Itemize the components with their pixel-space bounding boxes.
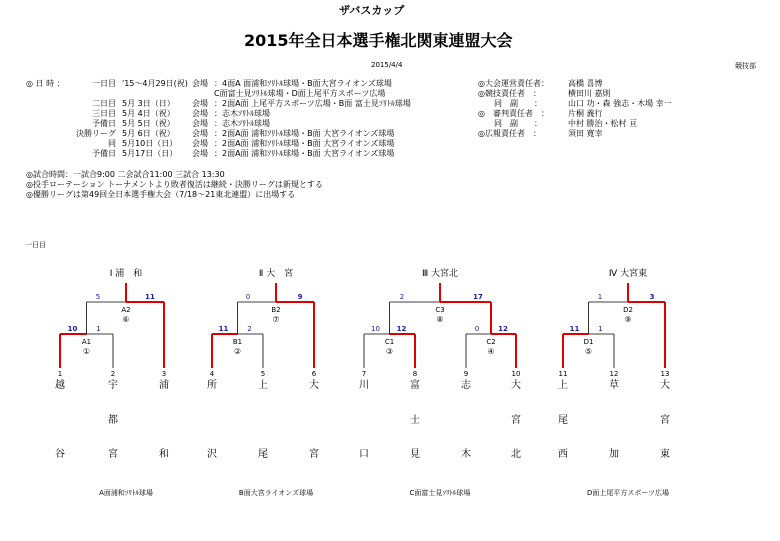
score-left: 11 [569, 325, 580, 333]
schedule-venue-label: 会場 [192, 99, 208, 108]
score-left: 5 [95, 293, 101, 301]
team-number: 12 [609, 370, 619, 378]
game-code: C1 [384, 338, 395, 346]
note-pitcher: ◎投手ローテーション トーナメントより敗者復活は継続・決勝リーグは新規とする [26, 180, 323, 189]
schedule-venue: ：志木ｿﾘﾄﾙ球場 [214, 109, 270, 118]
team-number: 10 [511, 370, 521, 378]
schedule-venue: ：志木ｿﾘﾄﾙ球場 [214, 119, 270, 128]
team-char: 宮 [511, 415, 521, 426]
team-char: 加 [609, 449, 619, 460]
game-number: ④ [487, 347, 495, 356]
official-role: 同 副 ： [478, 119, 542, 128]
venue-label: A面浦和ｿﾘﾄﾙ球場 [99, 489, 153, 497]
game-code: B2 [271, 306, 281, 314]
game-code: A1 [81, 338, 92, 346]
game-code: C3 [435, 306, 445, 314]
team-char: 宇 [108, 380, 118, 391]
schedule-venue: C面富士見ｿﾘﾄﾙ球場・D面上尾平方スポーツ広場 [214, 89, 386, 98]
score-right: 17 [473, 293, 483, 301]
score-right: 11 [145, 293, 155, 301]
score-left: 2 [399, 293, 405, 301]
score-left: 0 [245, 293, 251, 301]
team-number: 11 [558, 370, 568, 378]
schedule-name: 決勝リーグ [76, 129, 116, 138]
doc-date: 2015/4/4 [371, 61, 403, 69]
schedule-venue-label: 会場 [192, 139, 208, 148]
venue-label: B面大宮ライオンズ球場 [238, 489, 314, 497]
game-number: ⑦ [272, 315, 280, 324]
official-name: 須田 寛幸 [568, 129, 603, 138]
schedule-name: 予備日 [92, 119, 116, 128]
game-number: ⑨ [624, 315, 632, 324]
dept-label: 競技部 [735, 62, 756, 70]
team-char: 口 [359, 449, 369, 460]
bracket-title: Ⅲ 大宮北 [421, 269, 459, 279]
team-char: 尾 [258, 449, 268, 460]
team-char: 宮 [660, 415, 670, 426]
score-left: 10 [67, 325, 78, 333]
team-number: 9 [463, 370, 469, 378]
schedule-venue-label: 会場 [192, 79, 208, 88]
schedule-name: 予備日 [92, 149, 116, 158]
team-char: 木 [461, 449, 471, 460]
schedule-name: 二日目 [92, 99, 116, 108]
score-right: 12 [498, 325, 508, 333]
team-char: 和 [159, 449, 169, 460]
bracket-title: Ⅳ 大宮東 [608, 269, 648, 279]
venue-label: C面富士見ｿﾘﾄﾙ球場 [409, 489, 471, 497]
official-name: 中村 勝治・松村 亘 [568, 119, 638, 128]
score-right: 3 [649, 293, 655, 301]
team-number: 7 [361, 370, 367, 378]
note-time: ◎試合時間：一試合9:00 二会試合11:00 三試合 13:30 [26, 170, 225, 179]
team-char: 富 [410, 380, 420, 391]
schedule-date: '15～4月29日(祝) [122, 79, 188, 88]
official-role: ◎大会運営責任者： [478, 79, 549, 88]
team-number: 3 [161, 370, 167, 378]
note-league: ◎優勝リーグは第49回全日本選手権大会（7/18～21東北連盟）に出場する [26, 190, 296, 199]
official-name: 山口 功・森 強志・木場 幸一 [568, 99, 672, 108]
game-code: C2 [486, 338, 496, 346]
team-number: 4 [209, 370, 215, 378]
team-char: 浦 [159, 380, 169, 391]
team-char: 北 [511, 449, 521, 460]
team-char: 草 [609, 380, 619, 391]
team-char: 東 [660, 449, 670, 460]
official-role: 同 副 ： [478, 99, 542, 108]
schedule-venue-label: 会場 [192, 109, 208, 118]
team-char: 沢 [207, 449, 217, 460]
score-right: 1 [96, 325, 101, 333]
schedule-date: 5月 5日（祝） [122, 119, 175, 128]
schedule-venue-label: 会場 [192, 149, 208, 158]
team-number: 5 [260, 370, 266, 378]
score-left: 10 [371, 325, 380, 333]
game-number: ③ [385, 347, 394, 356]
team-number: 6 [311, 370, 317, 378]
schedule-date: 5月 3日（日） [122, 99, 175, 108]
team-char: 大 [309, 380, 319, 391]
team-char: 川 [359, 380, 369, 391]
schedule-venue: ：2面A面 浦和ｿﾘﾄﾙ球場・B面 大宮ライオンズ球場 [214, 139, 395, 148]
game-code: D1 [583, 338, 594, 346]
bracket-title: Ⅰ 浦 和 [109, 269, 143, 279]
page-title: 2015年全日本選手権北関東連盟大会 [244, 31, 513, 50]
schedule-venue: ：2面A面 浦和ｿﾘﾄﾙ球場・B面 大宮ライオンズ球場 [214, 149, 395, 158]
game-number: ⑥ [122, 315, 130, 324]
official-name: 片桐 義行 [568, 109, 603, 118]
team-number: 2 [110, 370, 116, 378]
score-left: 1 [597, 293, 603, 301]
schedule-venue-label: 会場 [192, 119, 208, 128]
team-number: 13 [660, 370, 670, 378]
team-char: 上 [558, 380, 568, 391]
game-code: A2 [121, 306, 131, 314]
game-number: ⑧ [436, 315, 444, 324]
score-right: 2 [247, 325, 252, 333]
score-left: 0 [474, 325, 480, 333]
schedule-date: 5月 6日（祝） [122, 129, 175, 138]
score-right: 12 [396, 325, 407, 333]
team-char: 谷 [55, 449, 65, 460]
schedule-venue-label: 会場 [192, 129, 208, 138]
team-char: 西 [558, 449, 568, 460]
day-label: 一日目 [25, 241, 46, 249]
team-char: 所 [207, 380, 217, 391]
venue-label: D面上尾平方スポーツ広場 [586, 489, 670, 497]
official-role: ◎競技責任者 ： [478, 89, 541, 98]
team-char: 大 [511, 380, 521, 391]
team-number: 1 [57, 370, 63, 378]
game-code: D2 [623, 306, 633, 314]
team-char: 上 [258, 380, 268, 391]
game-number: ① [82, 347, 91, 356]
score-right: 1 [598, 325, 603, 333]
team-char: 宮 [309, 449, 319, 460]
team-char: 士 [410, 415, 420, 426]
game-number: ⑤ [584, 347, 593, 356]
schedule-date: 5月10日（日） [122, 139, 178, 148]
team-char: 志 [461, 380, 471, 391]
bracket-title: Ⅱ 大 宮 [258, 269, 294, 279]
cup-name: ザバスカップ [339, 4, 405, 17]
official-role: ◎ 審判責任者 ： [478, 109, 549, 118]
team-number: 8 [412, 370, 418, 378]
team-char: 見 [410, 449, 420, 460]
team-char: 都 [108, 415, 118, 426]
schedule-date: 5月 4日（祝） [122, 109, 175, 118]
schedule-name: 一日目 [92, 79, 116, 88]
schedule-venue: ：2面A面 浦和ｿﾘﾄﾙ球場・B面 大宮ライオンズ球場 [214, 129, 395, 138]
game-code: B1 [232, 338, 243, 346]
schedule-label: ◎ 日 時 ： [26, 79, 65, 88]
score-left: 11 [218, 325, 229, 333]
team-char: 大 [660, 380, 670, 391]
official-role: ◎広報責任者 ： [478, 129, 541, 138]
schedule-name: 三日目 [92, 109, 116, 118]
official-name: 横田川 嘉則 [568, 89, 611, 98]
score-right: 9 [297, 293, 303, 301]
schedule-date: 5月17日（日） [122, 149, 178, 158]
schedule-venue: ：4面A 面浦和ｿﾘﾄﾙ球場・B面大宮ライオンズ球場 [214, 79, 392, 88]
team-char: 宮 [108, 449, 118, 460]
schedule-name: 同 [108, 139, 116, 148]
team-char: 尾 [558, 415, 568, 426]
team-char: 越 [55, 380, 65, 391]
game-number: ② [233, 347, 242, 356]
official-name: 高橋 喜博 [568, 79, 603, 88]
schedule-venue: ：2面A面 上尾平方スポーツ広場・B面 富士見ｿﾘﾄﾙ球場 [214, 99, 411, 108]
